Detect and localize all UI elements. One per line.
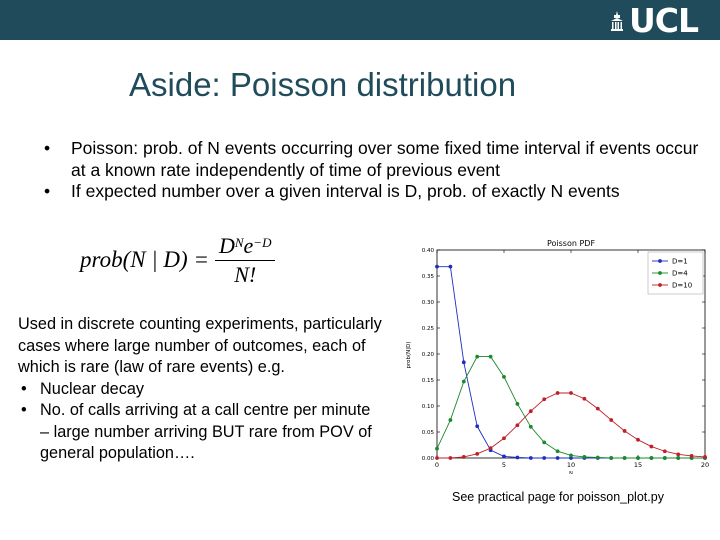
data-point (542, 441, 546, 445)
data-point (516, 456, 520, 460)
data-point (583, 455, 587, 459)
data-point (516, 402, 520, 406)
data-point (516, 423, 520, 427)
x-tick-label: 5 (501, 461, 507, 469)
data-point (529, 425, 533, 429)
data-point (502, 436, 506, 440)
body-list-item: • Nuclear decay (18, 379, 383, 401)
data-point (435, 265, 439, 269)
practical-caption: See practical page for poisson_plot.py (452, 490, 664, 504)
data-point (690, 454, 694, 458)
ucl-logo (611, 1, 698, 40)
data-point (462, 380, 466, 384)
data-point (636, 456, 640, 460)
slide-title: Aside: Poisson distribution (129, 66, 517, 103)
x-tick-label: 0 (434, 461, 440, 469)
data-point (676, 452, 680, 456)
y-tick-label: 0.20 (421, 352, 434, 358)
y-axis-label: prob(N|D) (406, 341, 412, 369)
data-point (435, 447, 439, 451)
data-point (542, 456, 546, 460)
poisson-chart (400, 234, 715, 474)
formula-lhs: prob(N | D) = (80, 247, 209, 272)
data-point (569, 454, 573, 458)
poisson-formula (80, 230, 275, 290)
series-line (437, 357, 705, 458)
y-tick-label: 0.35 (421, 274, 434, 280)
x-tick-label: 15 (633, 461, 643, 469)
data-point (636, 438, 640, 442)
x-tick-label: 10 (566, 461, 576, 469)
data-point (569, 391, 573, 395)
y-tick-label: 0.10 (421, 404, 434, 410)
legend (648, 252, 703, 294)
bullet-item: • If expected number over a given interval is D, prob. of exactly N events (40, 181, 710, 203)
data-point (663, 449, 667, 453)
data-point (475, 424, 479, 428)
x-tick-label: 20 (700, 461, 710, 469)
legend-label: D=10 (672, 281, 693, 290)
formula-fraction (215, 234, 276, 287)
data-point (502, 455, 506, 459)
body-intro: Used in discrete counting experiments, particularly cases where large number of outcomes, each of which is rare (law of rare events) e.g. (18, 315, 382, 376)
data-point (502, 375, 506, 379)
header-bar (0, 0, 720, 40)
data-point (449, 265, 453, 269)
body-text (18, 314, 383, 465)
y-tick-label: 0.05 (421, 430, 434, 436)
y-tick-label: 0.15 (421, 378, 434, 384)
formula-denominator: N! (234, 261, 257, 287)
data-point (449, 456, 453, 460)
data-point (529, 409, 533, 413)
portico-icon (611, 10, 623, 32)
data-point (703, 455, 707, 459)
body-list-item: • No. of calls arriving at a call centre per minute – large number arriving BUT rare from POV of general population…. (18, 400, 383, 465)
legend-marker (658, 271, 662, 275)
data-point (596, 407, 600, 411)
data-point (556, 449, 560, 453)
data-point (556, 456, 560, 460)
data-point (609, 418, 613, 422)
body-list (18, 379, 383, 465)
legend-marker (658, 283, 662, 287)
data-point (596, 456, 600, 460)
y-tick-label: 0.40 (421, 248, 434, 254)
data-point (650, 445, 654, 449)
series-lines (437, 267, 705, 458)
data-point (489, 355, 493, 359)
data-point (583, 397, 587, 401)
formula-numerator: $D^Ne^{-D}$ (215, 234, 276, 261)
data-point (435, 456, 439, 460)
data-point (529, 456, 533, 460)
data-point (542, 397, 546, 401)
data-point (556, 391, 560, 395)
x-axis-label: N (569, 471, 573, 474)
data-point (650, 456, 654, 460)
data-point (449, 418, 453, 422)
legend-label: D=4 (672, 269, 688, 278)
data-point (663, 456, 667, 460)
data-point (462, 360, 466, 364)
legend-marker (658, 259, 662, 263)
bullet-item: • Poisson: prob. of N events occurring over some fixed time interval if events occur at a known rate independently of time of previous event (40, 138, 710, 181)
data-point (475, 452, 479, 456)
logo-text: UCL (628, 1, 698, 40)
data-point (609, 456, 613, 460)
bullet-list (40, 138, 710, 203)
y-tick-label: 0.30 (421, 300, 434, 306)
data-point (462, 455, 466, 459)
data-point (676, 456, 680, 460)
series-line (437, 267, 705, 458)
legend-label: D=1 (672, 257, 688, 266)
data-point (475, 355, 479, 359)
data-point (489, 446, 493, 450)
y-tick-label: 0.25 (421, 326, 434, 332)
data-point (623, 456, 627, 460)
chart-title: Poisson PDF (546, 239, 596, 248)
data-point (623, 429, 627, 433)
y-tick-label: 0.00 (421, 456, 434, 462)
